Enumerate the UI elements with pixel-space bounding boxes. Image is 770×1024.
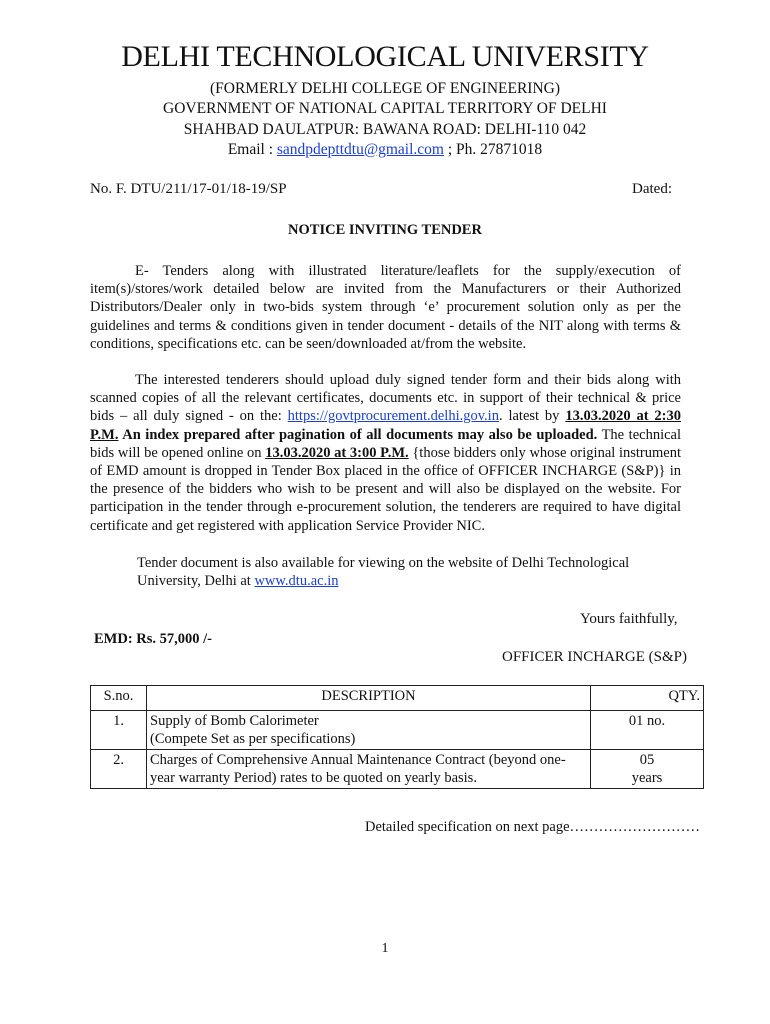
university-title: DELHI TECHNOLOGICAL UNIVERSITY bbox=[121, 40, 649, 73]
formerly-line: (FORMERLY DELHI COLLEGE OF ENGINEERING) bbox=[209, 80, 561, 97]
desc-line: Supply of Bomb Calorimeter bbox=[150, 713, 319, 729]
items-table bbox=[90, 685, 704, 789]
phone-text: ; Ph. 27871018 bbox=[444, 141, 543, 158]
procurement-link[interactable]: https://govtprocurement.delhi.gov.in bbox=[287, 408, 499, 425]
officer-signature: OFFICER INCHARGE (S&P) bbox=[502, 649, 688, 665]
notice-title: NOTICE INVITING TENDER bbox=[288, 222, 482, 238]
header-qty: QTY. bbox=[591, 686, 704, 711]
opening-text: 13.03.2020 at 3:00 P.M. bbox=[265, 444, 409, 461]
page-number: 1 bbox=[381, 941, 389, 956]
reference-number: No. F. DTU/211/17-01/18-19/SP bbox=[90, 181, 287, 197]
deadline-text: 13.03.2020 at 2:30 P.M. bbox=[90, 408, 681, 443]
paragraph-intro: E- Tenders along with illustrated literature/leaflets for the supply/execution of item(s)/stores/work detailed below are invited from the Manufacturers or their Authorized Distributors/Dealer only in two-bids system through ‘e’ procurement solution only as per the guidelines and terms & conditions given in tender document - details of the NIT along with terms & conditions, specifications etc. can be seen/downloaded at/from the website. bbox=[90, 263, 681, 352]
header-description: DESCRIPTION bbox=[147, 686, 591, 711]
row-sno: 1. bbox=[91, 711, 147, 750]
email-label: Email : bbox=[227, 141, 277, 158]
row-description bbox=[147, 750, 591, 789]
submission-text-4: {those bidders only whose original instrument of EMD amount is dropped in Tender Box placed in the office of OFFICER INCHARGE (S&P)} in the presence of the bidders who wish to be present and will also be displayed on the website. For participation in the tender through e-procurement solution, the tenderers are required to have digital certificate and get registered with application Service Provider NIC. bbox=[90, 444, 681, 534]
detailed-spec-note: Detailed specification on next page……………………… bbox=[365, 819, 701, 835]
submission-text-3: The technical bids will be opened online on bbox=[90, 426, 681, 461]
address-line: SHAHBAD DAULATPUR: BAWANA ROAD: DELHI-110 042 bbox=[183, 121, 587, 138]
row-description bbox=[147, 711, 591, 750]
desc-line: Charges of Comprehensive Annual Maintenance Contract (beyond one- bbox=[150, 752, 566, 768]
yours-faithfully: Yours faithfully, bbox=[580, 611, 678, 627]
row-qty bbox=[591, 750, 704, 789]
submission-text-1: The interested tenderers should upload duly signed tender form and their bids along with scanned copies of all the relevant certificates, documents etc. in support of their technical & price bids – all duly signed - on the: bbox=[90, 372, 681, 425]
header-sno: S.no. bbox=[91, 686, 147, 711]
qty-line: 05 bbox=[639, 752, 655, 768]
table-row bbox=[91, 750, 704, 789]
paragraph-submission bbox=[90, 371, 681, 535]
row-qty bbox=[591, 711, 704, 750]
dated-label: Dated: bbox=[632, 181, 672, 197]
qty-line: 01 no. bbox=[628, 713, 666, 729]
desc-line: (Compete Set as per specifications) bbox=[150, 731, 356, 747]
paragraph-website bbox=[137, 554, 681, 590]
row-sno: 2. bbox=[91, 750, 147, 789]
emd-amount: EMD: Rs. 57,000 /- bbox=[94, 631, 213, 647]
contact-line bbox=[0, 141, 770, 159]
email-link[interactable]: sandpdepttdtu@gmail.com bbox=[276, 141, 444, 158]
table-row bbox=[91, 711, 704, 750]
desc-line: year warranty Period) rates to be quoted on yearly basis. bbox=[150, 770, 477, 786]
submission-text-2: . latest by bbox=[498, 408, 566, 425]
qty-line: years bbox=[631, 770, 663, 786]
table-header-row bbox=[91, 686, 704, 711]
government-line: GOVERNMENT OF NATIONAL CAPITAL TERRITORY OF DELHI bbox=[163, 100, 607, 117]
dtu-website-link[interactable]: www.dtu.ac.in bbox=[254, 573, 339, 590]
index-note: An index prepared after pagination of all documents may also be uploaded. bbox=[118, 426, 598, 443]
website-text: Tender document is also available for viewing on the website of Delhi Technological University, Delhi at bbox=[137, 555, 630, 590]
